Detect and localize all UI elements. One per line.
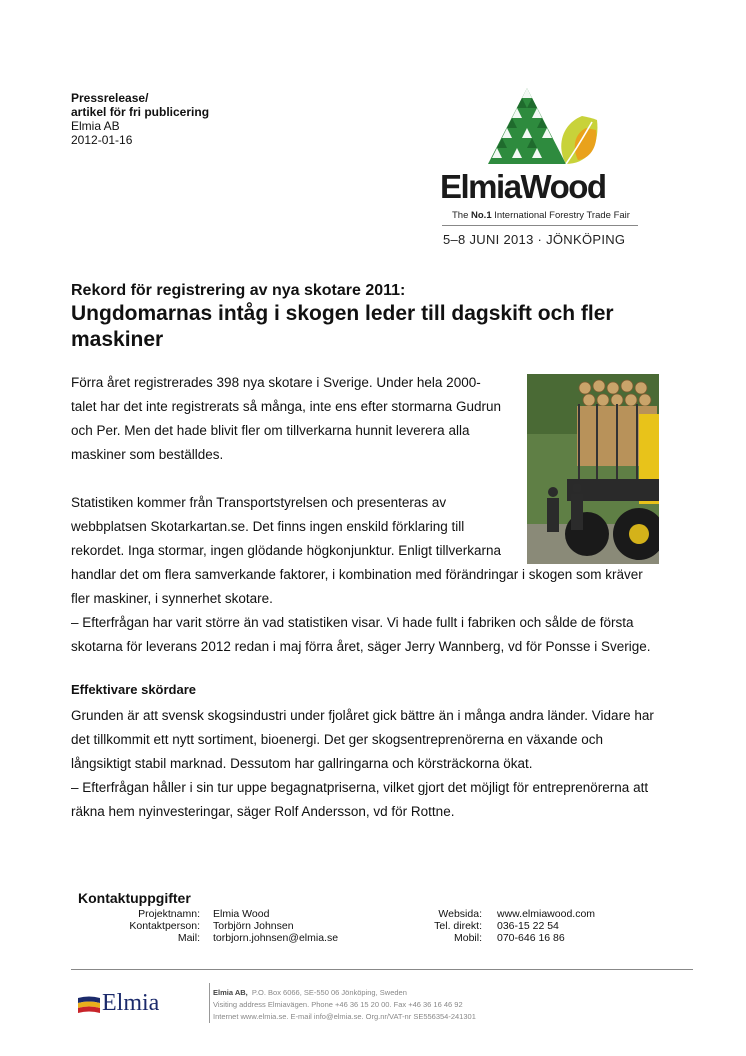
article-kicker: Rekord för registrering av nya skotare 2011:: [71, 282, 406, 299]
contact-heading: Kontaktuppgifter: [78, 890, 191, 906]
forwarder-photo: [527, 374, 659, 564]
contact-right-values: www.elmiawood.com 036-15 22 54 070-646 16 86: [497, 908, 596, 944]
event-dates: 5–8 JUNI 2013 · JÖNKÖPING: [443, 232, 626, 247]
elmia-wordmark: Elmia: [102, 990, 160, 1016]
logo-divider: [442, 225, 638, 226]
footer-divider: [71, 969, 693, 970]
press-header: [71, 91, 209, 147]
organization: Elmia AB: [71, 119, 120, 133]
paragraph-3: Grunden är att svensk skogsindustri under fjolåret gick bättre än i många andra länder. Vidare har det tillkommit ett nytt sortiment, bioenergi. Det ger skogsentreprenörerna en växande och långsiktigt stabil marknad. Dessutom har gallringarna och körsträckorna ökat. – Efterfrågan håller i sin tur uppe begagnatpriserna, vilket gjort det möjligt för entreprenörerna att räkna hem nyinvesteringar, säger Rolf Andersson, vd för Rottne.: [71, 708, 654, 819]
tree-leaf-icon: [432, 76, 642, 172]
doc-type-line2: artikel för fri publicering: [71, 105, 210, 119]
logo-wordmark: ElmiaWood: [440, 168, 606, 205]
footer-vertical-divider: [209, 983, 210, 1023]
paragraph-2: Statistiken kommer från Transportstyrelsen och presenteras av webbplatsen Skotarkartan.se. Det finns ingen enskild förklaring till rekordet. Inga stormar, ingen glödande högkonjunktur. Enligt tillverkarna handlar det om flera samverkande faktorer, i kombination med förändringar i skogen som kräver fler maskiner, i synnerhet skotare. – Efterfrågan har varit större än vad statistiken visar. Vi hade fullt i fabriken och sålde de första skotarna för leverans 2012 redan i maj förra året, säger Jerry Wannberg, vd för Ponsse i Sverige.: [71, 495, 651, 654]
contact-left-values: Elmia Wood Torbjörn Johnsen torbjorn.johnsen@elmia.se: [213, 908, 339, 944]
logo-tagline: The No.1 International Forestry Trade Fair: [452, 210, 630, 221]
release-date: 2012-01-16: [71, 133, 133, 147]
subheading: Effektivare skördare: [71, 682, 197, 697]
contact-email[interactable]: torbjorn.johnsen@elmia.se: [213, 932, 339, 944]
contact-right-labels: Websida: Tel. direkt: Mobil:: [434, 908, 482, 944]
elmiawood-logo: [432, 76, 642, 250]
elmia-flag-icon: [78, 995, 100, 1015]
website-link[interactable]: www.elmiawood.com: [497, 908, 596, 920]
paragraph-1: Förra året registrerades 398 nya skotare i Sverige. Under hela 2000- talet har det inte registrerats så många, inte ens efter stormarna Gudrun och Per. Men det hade blivit fler om tillverkarna hunnit leverera alla maskiner som beställdes.: [71, 375, 501, 462]
article-title: Ungdomarnas intåg i skogen leder till dagskift och fler maskiner: [71, 302, 614, 351]
doc-type-line1: Pressrelease/: [71, 91, 149, 105]
footer-address: Elmia AB, P.O. Box 6066, SE-550 06 Jönköping, Sweden Visiting address Elmiavägen. Phone +46 36 15 20 00. Fax +46 36 16 46 92 Internet www.elmia.se. E-mail info@elmia.se. Org.nr/VAT-nr SE556354-241301: [213, 988, 476, 1021]
contact-left-labels: Projektnamn: Kontaktperson: Mail:: [129, 908, 200, 944]
